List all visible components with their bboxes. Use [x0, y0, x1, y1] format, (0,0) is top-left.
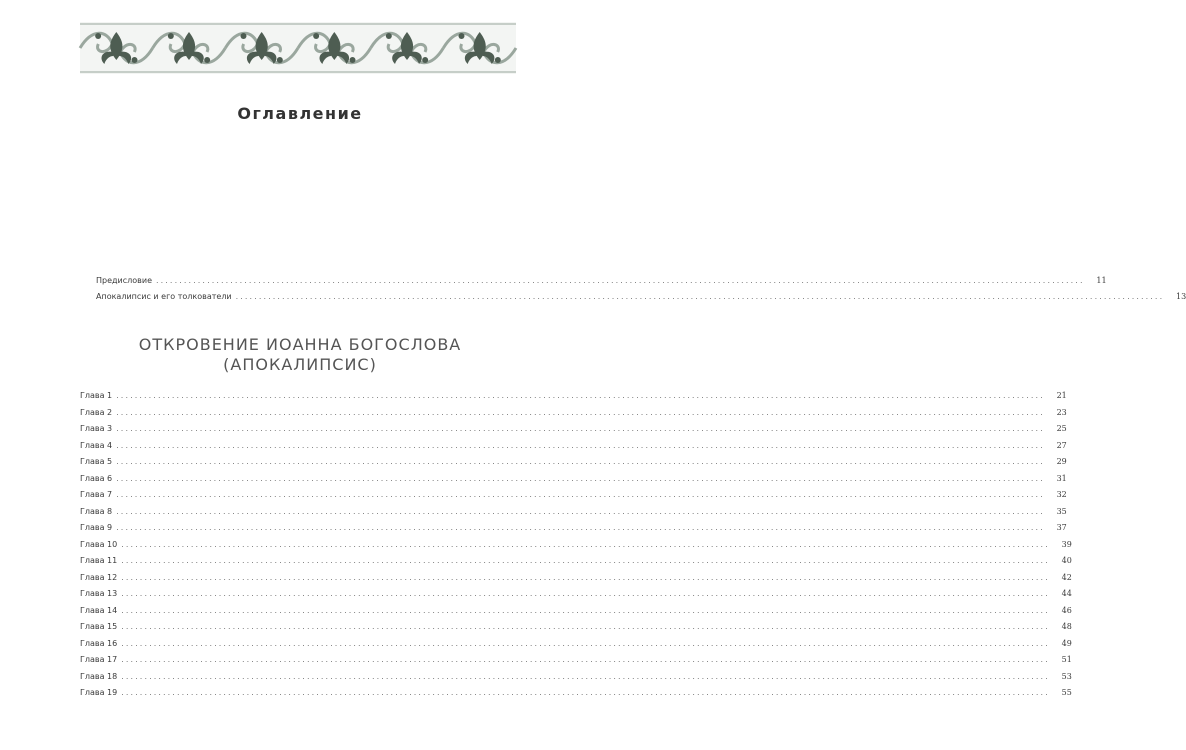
- toc-entry-page-number: 53: [1061, 671, 1072, 681]
- toc-entry[interactable]: [80, 688, 1072, 698]
- toc-entry-label: Глава 1: [80, 391, 113, 400]
- toc-entry-label: Глава 16: [80, 638, 118, 648]
- dot-leader: ........................................................................................................................................................................................................: [121, 539, 1050, 549]
- toc-entry[interactable]: [80, 671, 1072, 682]
- toc-entry-label: Глава 2: [80, 407, 113, 417]
- toc-entry[interactable]: [80, 638, 1072, 649]
- toc-entry-label: Предисловие: [96, 276, 152, 285]
- toc-entry-page-number: 44: [1061, 589, 1072, 598]
- dot-leader: ........................................................................................................................................................................................................: [121, 605, 1050, 615]
- dot-leader: ........................................................................................................................................................................................................: [116, 490, 1045, 499]
- toc-entry[interactable]: [80, 605, 1072, 616]
- toc-entry[interactable]: [80, 440, 1067, 451]
- toc-entry-label: Глава 8: [80, 506, 113, 516]
- dot-leader: ........................................................................................................................................................................................................: [116, 457, 1045, 466]
- dot-leader: ........................................................................................................................................................................................................: [235, 292, 1165, 301]
- dot-leader: ........................................................................................................................................................................................................: [116, 523, 1045, 532]
- toc-entry-label: Глава 7: [80, 490, 113, 499]
- dot-leader: ........................................................................................................................................................................................................: [121, 638, 1050, 648]
- toc-entry-page-number: 40: [1061, 556, 1072, 565]
- toc-entry-page-number: 25: [1056, 424, 1067, 433]
- toc-entry-label: Апокалипсис и его толкователи: [96, 292, 232, 301]
- toc-entry-page-number: 23: [1056, 407, 1067, 417]
- dot-leader: ........................................................................................................................................................................................................: [156, 276, 1085, 285]
- toc-entry-label: Глава 18: [80, 671, 118, 681]
- toc-entry[interactable]: [80, 622, 1072, 632]
- toc-entry-label: Глава 12: [80, 572, 118, 582]
- toc-entry-label: Глава 10: [80, 539, 118, 549]
- dot-leader: ........................................................................................................................................................................................................: [121, 655, 1050, 664]
- toc-entry-page-number: 37: [1056, 523, 1067, 532]
- toc-entry[interactable]: [80, 457, 1067, 467]
- dot-leader: ........................................................................................................................................................................................................: [121, 589, 1050, 598]
- toc-entry[interactable]: [80, 589, 1072, 599]
- dot-leader: ........................................................................................................................................................................................................: [116, 506, 1045, 516]
- toc-entry-label: Глава 11: [80, 556, 118, 565]
- toc-entry[interactable]: [96, 276, 1107, 286]
- dot-leader: ........................................................................................................................................................................................................: [121, 572, 1050, 582]
- toc-entry-page-number: 31: [1056, 473, 1067, 483]
- toc-entry[interactable]: [80, 490, 1067, 500]
- dot-leader: ........................................................................................................................................................................................................: [116, 473, 1045, 483]
- toc-entry-page-number: 32: [1056, 490, 1067, 499]
- dot-leader: ........................................................................................................................................................................................................: [116, 424, 1045, 433]
- toc-entry-page-number: 42: [1061, 572, 1072, 582]
- toc-entry[interactable]: [80, 506, 1067, 517]
- toc-entry-label: Глава 3: [80, 424, 113, 433]
- toc-entry-label: Глава 4: [80, 440, 113, 450]
- toc-entry-page-number: 13: [1176, 292, 1186, 301]
- toc-entry[interactable]: [80, 655, 1072, 665]
- toc-entry-page-number: 48: [1061, 622, 1072, 631]
- toc-entry-page-number: 27: [1056, 440, 1067, 450]
- dot-leader: ........................................................................................................................................................................................................: [121, 688, 1050, 697]
- toc-entry-page-number: 11: [1096, 276, 1107, 285]
- toc-entry-label: Глава 9: [80, 523, 113, 532]
- toc-entry[interactable]: [80, 407, 1067, 418]
- toc-entry-page-number: 21: [1056, 391, 1067, 400]
- dot-leader: ........................................................................................................................................................................................................: [121, 622, 1050, 631]
- toc-entry[interactable]: [80, 523, 1067, 533]
- toc-entry-label: Глава 15: [80, 622, 118, 631]
- toc-entry[interactable]: [80, 556, 1072, 566]
- toc-entry-page-number: 49: [1061, 638, 1072, 648]
- section-heading-line-1: ОТКРОВЕНИЕ ИОАННА БОГОСЛОВА: [138, 335, 462, 354]
- toc-entry[interactable]: [80, 473, 1067, 484]
- dot-leader: ........................................................................................................................................................................................................: [116, 391, 1045, 400]
- toc-entry-page-number: 39: [1061, 539, 1072, 549]
- toc-entry-page-number: 51: [1061, 655, 1072, 664]
- toc-entry-label: Глава 13: [80, 589, 118, 598]
- toc-entry[interactable]: [80, 391, 1067, 401]
- toc-entry[interactable]: [80, 539, 1072, 550]
- toc-entry-page-number: 29: [1056, 457, 1067, 466]
- toc-entry-page-number: 46: [1061, 605, 1072, 615]
- toc-entry-label: Глава 6: [80, 473, 113, 483]
- toc-entry-page-number: 35: [1056, 506, 1067, 516]
- toc-entry-label: Глава 19: [80, 688, 118, 697]
- toc-entry-page-number: 55: [1061, 688, 1072, 697]
- section-heading-line-2: (АПОКАЛИПСИС): [223, 355, 377, 374]
- dot-leader: ........................................................................................................................................................................................................: [121, 671, 1050, 681]
- toc-entry-label: Глава 17: [80, 655, 118, 664]
- page-title: Оглавление: [237, 104, 363, 123]
- toc-entry[interactable]: [80, 572, 1072, 583]
- dot-leader: ........................................................................................................................................................................................................: [116, 407, 1045, 417]
- dot-leader: ........................................................................................................................................................................................................: [121, 556, 1050, 565]
- toc-entry[interactable]: [80, 424, 1067, 434]
- ornamental-header-band: [80, 22, 516, 74]
- toc-entry-label: Глава 5: [80, 457, 113, 466]
- dot-leader: ........................................................................................................................................................................................................: [116, 440, 1045, 450]
- toc-entry-label: Глава 14: [80, 605, 118, 615]
- toc-entry[interactable]: [96, 292, 1186, 302]
